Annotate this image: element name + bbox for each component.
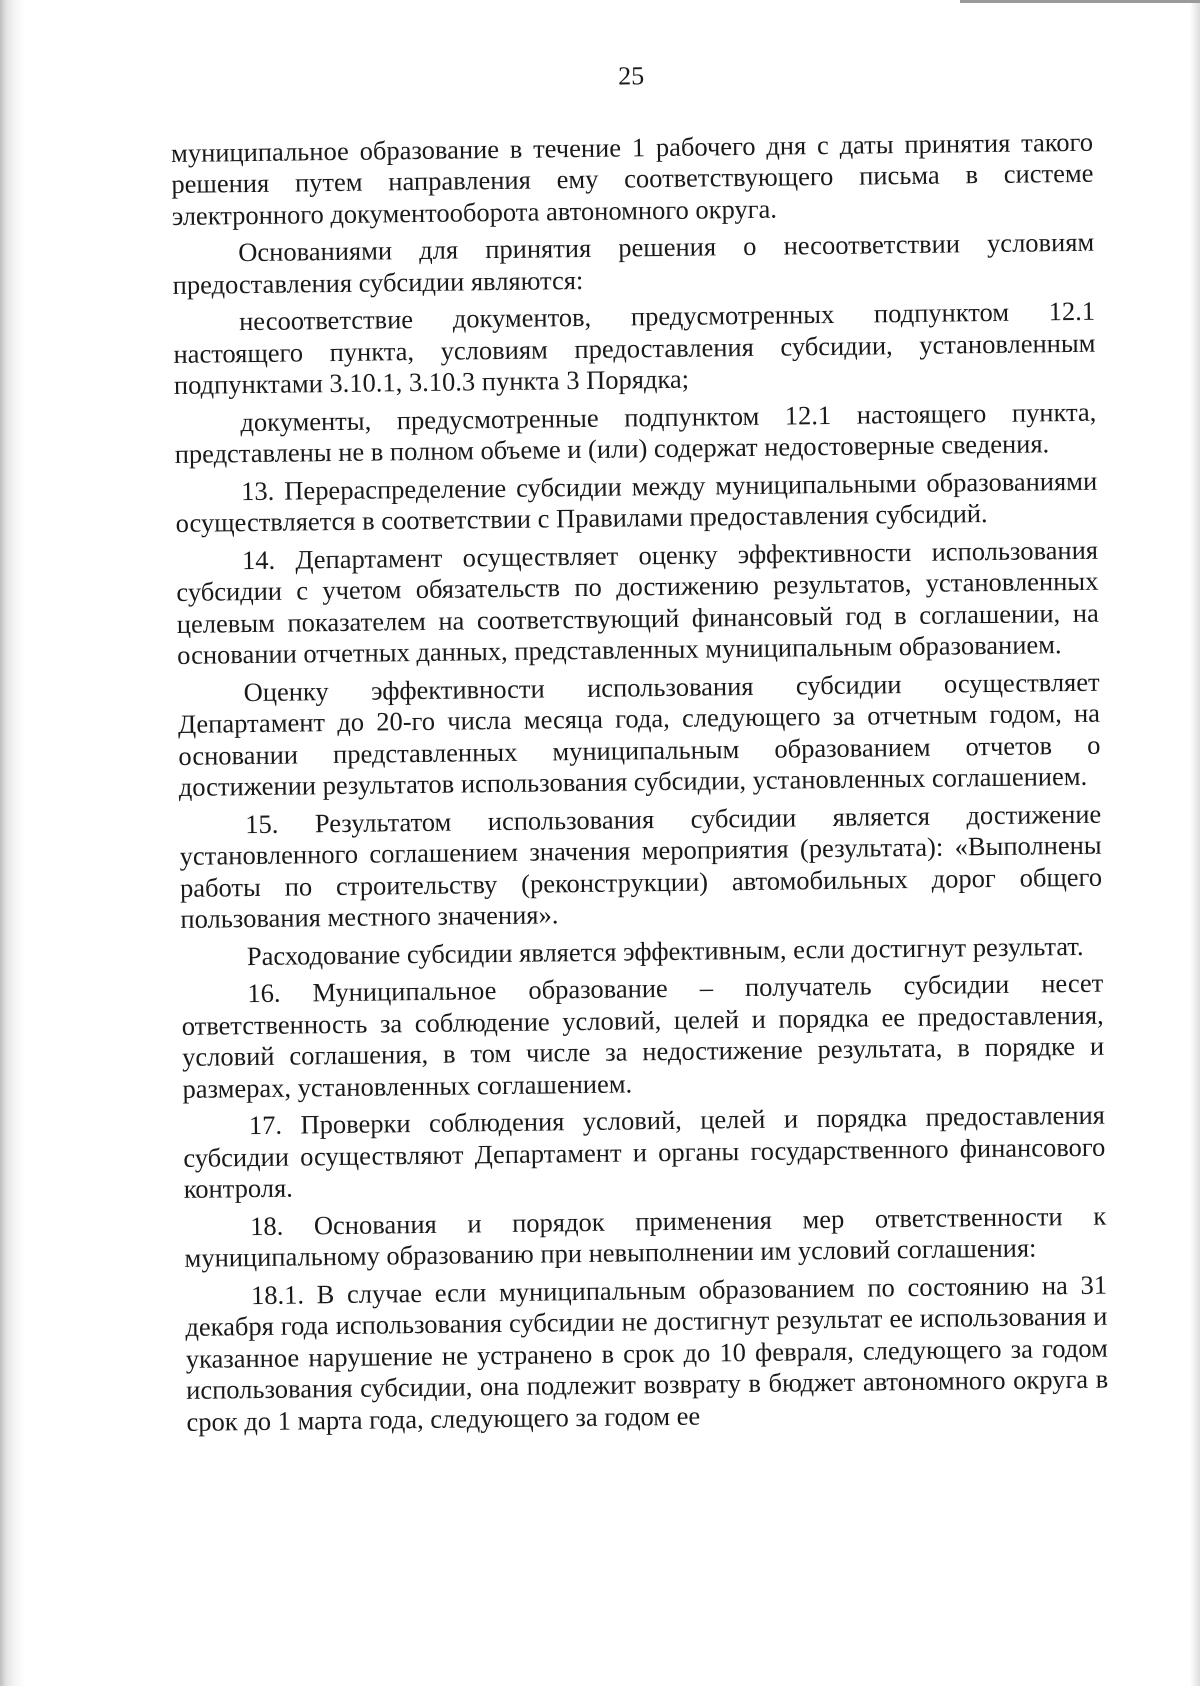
paragraph-17: 17. Проверки соблюдения условий, целей и порядка предоставления субсидии осуществляют Департамент и органы государственного финансового контроля. xyxy=(183,1099,1106,1204)
scan-edge-right xyxy=(1190,0,1200,1686)
scan-edge-left xyxy=(0,0,26,1686)
paragraph-14-evaluation: Оценку эффективности использования субсидии осуществляет Департамент до 20-го числа месяца года, следующего за отчетным годом, на основании представленных муниципальным образованием отчетов о достижении результатов использования субсидии, установленных соглашением. xyxy=(177,666,1101,802)
paragraph-15-efficiency: Расходование субсидии является эффективным, если достигнут результат. xyxy=(246,930,1084,971)
paragraph-ground-mismatch: несоответствие документов, предусмотренных подпунктом 12.1 настоящего пункта, условиям предоставления субсидии, установленным подпунктами 3.10.1, 3.10.3 пункта 3 Порядка; xyxy=(173,295,1096,400)
paragraph-ground-incomplete: документы, предусмотренные подпунктом 12.1 настоящего пункта, представлены не в полном объеме и (или) содержат недостоверные сведения. xyxy=(174,396,1097,469)
paragraph-15: 15. Результатом использования субсидии является достижение установленного соглашением значения мероприятия (результата): «Выполнены работы по строительству (реконструкции) автомобильных дорог общего пользования местного значения». xyxy=(179,798,1103,934)
paragraph-18: 18. Основания и порядок применения мер ответственности к муниципальному образованию при невыполнении им условий соглашения: xyxy=(184,1200,1107,1273)
document-page xyxy=(170,55,1109,1444)
paragraph-16: 16. Муниципальное образование – получатель субсидии несет ответственность за соблюдение условий, целей и порядка ее предоставления, условий соглашения, в том числе за недостижение результата, в порядке и размерах, установленных соглашением. xyxy=(181,967,1105,1104)
page-number: 25 xyxy=(617,61,645,91)
paragraph-continuation: муниципальное образование в течение 1 рабочего дня с даты принятия такого решения путем направления ему соответствующего письма в системе электронного документооборота автономного округа. xyxy=(170,126,1094,231)
paragraph-14: 14. Департамент осуществляет оценку эффективности использования субсидии с учетом обязательств по достижению результатов, установленных целевым показателем на соответствующий финансовый год в соглашении, на основании отчетных данных, представленных муниципальным образованием. xyxy=(176,534,1099,670)
paragraph-18-1: 18.1. В случае если муниципальным образованием по состоянию на 31 декабря года использования субсидии не достигнут результат ее использования и указанное нарушение не устранено в срок до 10 февраля, следующего за годом использования субсидии, она подлежит возврату в бюджет автономного округа в срок до 1 марта года, следующего за годом ее xyxy=(185,1269,1109,1437)
paragraph-grounds-intro: Основаниями для принятия решения о несоответствии условиям предоставления субсидии являются: xyxy=(172,226,1095,300)
paragraph-13: 13. Перераспределение субсидии между муниципальными образованиями осуществляется в соответствии с Правилами предоставления субсидий. xyxy=(175,465,1098,538)
scan-edge-top xyxy=(960,0,1200,3)
